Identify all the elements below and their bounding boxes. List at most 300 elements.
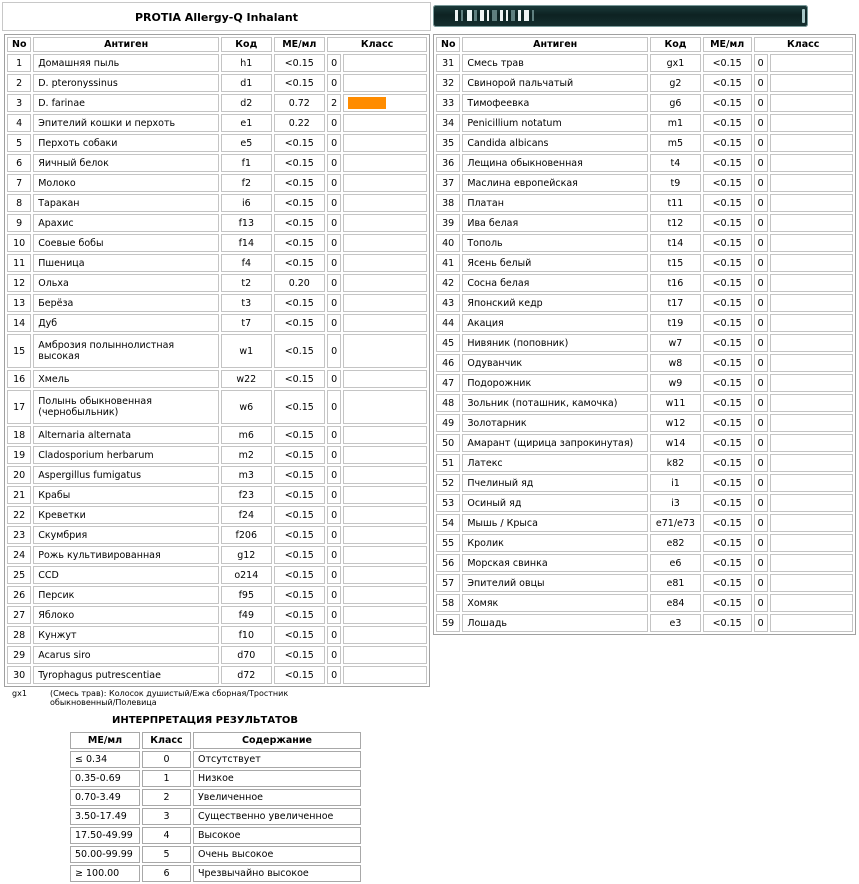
row-number: 59 (436, 614, 460, 632)
table-row (436, 174, 853, 192)
antigen-code: t4 (650, 154, 701, 172)
interp-content: Отсутствует (193, 751, 361, 768)
antigen-code: f2 (221, 174, 271, 192)
table-row (436, 534, 853, 552)
class-bar-cell (770, 94, 853, 112)
result-value: <0.15 (703, 294, 752, 312)
result-value: <0.15 (274, 586, 326, 604)
table-row (436, 74, 853, 92)
antigen-code: g2 (650, 74, 701, 92)
class-value: 0 (754, 134, 768, 152)
antigen-code: t14 (650, 234, 701, 252)
row-number: 52 (436, 474, 460, 492)
interp-row (70, 751, 361, 768)
table-row (436, 474, 853, 492)
antigen-code: g6 (650, 94, 701, 112)
interp-class: 3 (142, 808, 191, 825)
antigen-code: t19 (650, 314, 701, 332)
row-number: 51 (436, 454, 460, 472)
row-number: 43 (436, 294, 460, 312)
class-bar-cell (770, 574, 853, 592)
class-bar-cell (343, 314, 427, 332)
interp-content: Существенно увеличенное (193, 808, 361, 825)
antigen-code: d2 (221, 94, 271, 112)
class-bar-cell (343, 370, 427, 388)
interp-content: Высокое (193, 827, 361, 844)
class-value: 0 (327, 234, 341, 252)
result-value: <0.15 (703, 274, 752, 292)
class-value: 0 (754, 74, 768, 92)
result-value: 0.22 (274, 114, 326, 132)
row-number: 33 (436, 94, 460, 112)
interp-class: 5 (142, 846, 191, 863)
class-bar-cell (770, 354, 853, 372)
class-bar-cell (343, 154, 427, 172)
interp-row (70, 846, 361, 863)
result-value: <0.15 (274, 666, 326, 684)
class-bar-cell (343, 334, 427, 368)
class-value: 0 (754, 474, 768, 492)
table-row (436, 374, 853, 392)
antigen-code: h1 (221, 54, 271, 72)
table-row (436, 234, 853, 252)
row-number: 14 (7, 314, 31, 332)
result-value: <0.15 (703, 474, 752, 492)
row-number: 39 (436, 214, 460, 232)
row-number: 40 (436, 234, 460, 252)
antigen-code: t12 (650, 214, 701, 232)
class-bar-cell (770, 314, 853, 332)
antigen-code: f206 (221, 526, 271, 544)
interp-range: 50.00-99.99 (70, 846, 140, 863)
antigen-code: f49 (221, 606, 271, 624)
class-bar-cell (770, 614, 853, 632)
result-value: <0.15 (703, 454, 752, 472)
antigen-name: Нивяник (поповник) (462, 334, 648, 352)
row-number: 21 (7, 486, 31, 504)
row-number: 54 (436, 514, 460, 532)
report-header (2, 2, 431, 31)
row-number: 16 (7, 370, 31, 388)
table-row (7, 154, 427, 172)
class-value: 0 (754, 514, 768, 532)
table-row (7, 314, 427, 332)
class-bar-cell (343, 446, 427, 464)
antigen-name: Одуванчик (462, 354, 648, 372)
row-number: 44 (436, 314, 460, 332)
class-bar-cell (343, 486, 427, 504)
antigen-name: Амарант (щирица запрокинутая) (462, 434, 648, 452)
table-row (436, 314, 853, 332)
class-value: 0 (754, 554, 768, 572)
table-row (436, 274, 853, 292)
interp-row (70, 827, 361, 844)
row-number: 46 (436, 354, 460, 372)
class-value: 0 (754, 354, 768, 372)
table-row (7, 94, 427, 112)
table-row (7, 606, 427, 624)
class-bar-cell (770, 274, 853, 292)
result-value: <0.15 (274, 174, 326, 192)
class-bar-cell (343, 666, 427, 684)
class-value: 0 (754, 594, 768, 612)
interp-class: 4 (142, 827, 191, 844)
antigen-code: w12 (650, 414, 701, 432)
row-number: 35 (436, 134, 460, 152)
class-bar-cell (770, 294, 853, 312)
interp-content: Увеличенное (193, 789, 361, 806)
result-value: <0.15 (703, 314, 752, 332)
row-number: 25 (7, 566, 31, 584)
table-row (7, 370, 427, 388)
class-value: 0 (327, 254, 341, 272)
interp-content: Низкое (193, 770, 361, 787)
result-value: <0.15 (703, 154, 752, 172)
antigen-code: o214 (221, 566, 271, 584)
antigen-name: Латекс (462, 454, 648, 472)
table-row (436, 614, 853, 632)
interp-row (70, 865, 361, 882)
antigen-code: f10 (221, 626, 271, 644)
class-bar-cell (770, 54, 853, 72)
antigen-code: m3 (221, 466, 271, 484)
class-bar (348, 97, 386, 109)
antigen-name: Лещина обыкновенная (462, 154, 648, 172)
col-no: No (436, 37, 460, 52)
class-value: 0 (327, 486, 341, 504)
interp-content: Очень высокое (193, 846, 361, 863)
interp-class: 2 (142, 789, 191, 806)
result-value: <0.15 (274, 466, 326, 484)
antigen-name: Ива белая (462, 214, 648, 232)
antigen-code: e71/e73 (650, 514, 701, 532)
antigen-name: Пчелиный яд (462, 474, 648, 492)
antigen-code: e81 (650, 574, 701, 592)
result-value: <0.15 (703, 534, 752, 552)
class-value: 0 (754, 194, 768, 212)
class-value: 0 (327, 334, 341, 368)
row-number: 7 (7, 174, 31, 192)
table-row (436, 254, 853, 272)
result-value: <0.15 (703, 494, 752, 512)
antigen-code: t15 (650, 254, 701, 272)
interp-range: ≤ 0.34 (70, 751, 140, 768)
result-value: <0.15 (274, 194, 326, 212)
result-value: <0.15 (274, 314, 326, 332)
result-value: <0.15 (703, 354, 752, 372)
class-value: 0 (327, 134, 341, 152)
antigen-name: Acarus siro (33, 646, 219, 664)
row-number: 11 (7, 254, 31, 272)
class-value: 0 (754, 214, 768, 232)
result-value: <0.15 (703, 214, 752, 232)
row-number: 55 (436, 534, 460, 552)
class-value: 0 (754, 114, 768, 132)
row-number: 23 (7, 526, 31, 544)
result-value: <0.15 (274, 546, 326, 564)
table-row (7, 526, 427, 544)
antigen-code: w14 (650, 434, 701, 452)
class-value: 0 (754, 394, 768, 412)
table-row (436, 94, 853, 112)
row-number: 17 (7, 390, 31, 424)
class-bar-cell (770, 534, 853, 552)
class-value: 0 (754, 614, 768, 632)
antigen-code: i6 (221, 194, 271, 212)
antigen-code: f24 (221, 506, 271, 524)
class-value: 0 (754, 54, 768, 72)
result-value: <0.15 (274, 370, 326, 388)
class-value: 0 (327, 446, 341, 464)
table-row (7, 274, 427, 292)
interpretation-table (68, 730, 363, 884)
footnote-code: gx1 (12, 689, 27, 698)
class-bar-cell (343, 606, 427, 624)
class-bar-cell (770, 414, 853, 432)
class-bar-cell (343, 74, 427, 92)
antigen-name: Лошадь (462, 614, 648, 632)
class-value: 0 (754, 174, 768, 192)
result-value: <0.15 (274, 426, 326, 444)
table-row (436, 594, 853, 612)
antigen-name: Aspergillus fumigatus (33, 466, 219, 484)
row-number: 37 (436, 174, 460, 192)
antigen-name: Золотарник (462, 414, 648, 432)
antigen-code: e3 (650, 614, 701, 632)
antigen-code: w9 (650, 374, 701, 392)
antigen-name: Tyrophagus putrescentiae (33, 666, 219, 684)
table-row (7, 466, 427, 484)
table-row (7, 586, 427, 604)
class-bar-cell (770, 334, 853, 352)
antigen-name: Cladosporium herbarum (33, 446, 219, 464)
antigen-name: D. farinae (33, 94, 219, 112)
interp-class: 0 (142, 751, 191, 768)
row-number: 47 (436, 374, 460, 392)
row-number: 27 (7, 606, 31, 624)
table-row (7, 506, 427, 524)
class-bar-cell (343, 626, 427, 644)
class-value: 0 (327, 666, 341, 684)
class-value: 0 (327, 586, 341, 604)
antigen-name: Ясень белый (462, 254, 648, 272)
antigen-name: Сосна белая (462, 274, 648, 292)
antigen-code: f1 (221, 154, 271, 172)
class-value: 0 (327, 626, 341, 644)
class-value: 0 (327, 466, 341, 484)
result-value: <0.15 (703, 554, 752, 572)
class-bar-cell (343, 466, 427, 484)
antigen-code: w7 (650, 334, 701, 352)
antigen-code: f23 (221, 486, 271, 504)
class-value: 0 (754, 234, 768, 252)
class-bar-cell (343, 134, 427, 152)
class-value: 0 (327, 214, 341, 232)
row-number: 3 (7, 94, 31, 112)
class-value: 0 (327, 274, 341, 292)
row-number: 18 (7, 426, 31, 444)
antigen-name: Домашняя пыль (33, 54, 219, 72)
class-bar-cell (770, 474, 853, 492)
antigen-name: Рожь культивированная (33, 546, 219, 564)
row-number: 57 (436, 574, 460, 592)
row-number: 5 (7, 134, 31, 152)
result-value: <0.15 (274, 234, 326, 252)
table-row (436, 214, 853, 232)
class-bar-cell (343, 254, 427, 272)
interp-class: 6 (142, 865, 191, 882)
result-value: <0.15 (703, 134, 752, 152)
result-value: <0.15 (274, 294, 326, 312)
class-value: 0 (754, 314, 768, 332)
row-number: 41 (436, 254, 460, 272)
row-number: 20 (7, 466, 31, 484)
col-class: Класс (327, 37, 427, 52)
class-bar-cell (343, 526, 427, 544)
result-value: <0.15 (703, 334, 752, 352)
antigen-name: D. pteronyssinus (33, 74, 219, 92)
interp-class: 1 (142, 770, 191, 787)
class-bar-cell (343, 214, 427, 232)
antigen-code: i1 (650, 474, 701, 492)
antigen-name: Яичный белок (33, 154, 219, 172)
row-number: 36 (436, 154, 460, 172)
row-number: 4 (7, 114, 31, 132)
result-value: <0.15 (703, 74, 752, 92)
class-bar-cell (770, 254, 853, 272)
interp-range: ≥ 100.00 (70, 865, 140, 882)
result-value: <0.15 (274, 134, 326, 152)
antigen-code: w8 (650, 354, 701, 372)
antigen-code: d70 (221, 646, 271, 664)
result-value: <0.15 (703, 614, 752, 632)
result-value: 0.20 (274, 274, 326, 292)
table-row (436, 354, 853, 372)
row-number: 2 (7, 74, 31, 92)
antigen-name: Акация (462, 314, 648, 332)
class-value: 0 (327, 114, 341, 132)
interp-col-unit: МЕ/мл (70, 732, 140, 749)
class-value: 0 (754, 94, 768, 112)
col-code: Код (221, 37, 271, 52)
row-number: 45 (436, 334, 460, 352)
table-row (7, 646, 427, 664)
antigen-name: Платан (462, 194, 648, 212)
class-bar-cell (770, 134, 853, 152)
results-table-right (433, 34, 856, 635)
antigen-name: Ольха (33, 274, 219, 292)
table-row (436, 394, 853, 412)
class-value: 0 (754, 414, 768, 432)
result-value: <0.15 (274, 154, 326, 172)
antigen-name: Alternaria alternata (33, 426, 219, 444)
table-row (7, 666, 427, 684)
class-bar-cell (770, 554, 853, 572)
result-value: <0.15 (703, 254, 752, 272)
antigen-name: Амброзия полыннолистная высокая (33, 334, 219, 368)
class-bar-cell (770, 74, 853, 92)
table-row (7, 114, 427, 132)
antigen-name: Берёза (33, 294, 219, 312)
antigen-code: t2 (221, 274, 271, 292)
row-number: 56 (436, 554, 460, 572)
class-value: 0 (754, 294, 768, 312)
antigen-code: g12 (221, 546, 271, 564)
class-bar-cell (343, 174, 427, 192)
class-value: 0 (327, 566, 341, 584)
row-number: 22 (7, 506, 31, 524)
class-bar-cell (343, 274, 427, 292)
antigen-name: Эпителий кошки и перхоть (33, 114, 219, 132)
row-number: 8 (7, 194, 31, 212)
antigen-name: Свинорой пальчатый (462, 74, 648, 92)
table-row (436, 454, 853, 472)
row-number: 50 (436, 434, 460, 452)
class-bar-cell (770, 494, 853, 512)
antigen-code: e6 (650, 554, 701, 572)
antigen-name: Эпителий овцы (462, 574, 648, 592)
class-bar-cell (343, 54, 427, 72)
class-bar-cell (343, 506, 427, 524)
class-bar-cell (770, 114, 853, 132)
class-bar-cell (343, 294, 427, 312)
class-value: 0 (327, 294, 341, 312)
interp-range: 3.50-17.49 (70, 808, 140, 825)
antigen-code: e84 (650, 594, 701, 612)
interp-range: 0.35-0.69 (70, 770, 140, 787)
antigen-code: f95 (221, 586, 271, 604)
antigen-code: t9 (650, 174, 701, 192)
antigen-name: Персик (33, 586, 219, 604)
row-number: 10 (7, 234, 31, 252)
result-value: <0.15 (274, 566, 326, 584)
footnote-text: (Смесь трав): Колосок душистый/Ежа сборная/Тростник обыкновенный/Полевица (50, 689, 289, 707)
class-bar-cell (343, 426, 427, 444)
row-number: 34 (436, 114, 460, 132)
class-value: 0 (327, 154, 341, 172)
class-bar-cell (343, 546, 427, 564)
table-row (7, 626, 427, 644)
table-row (7, 234, 427, 252)
antigen-name: Тополь (462, 234, 648, 252)
table-row (436, 294, 853, 312)
antigen-name: Арахис (33, 214, 219, 232)
class-bar-cell (343, 566, 427, 584)
class-value: 0 (327, 526, 341, 544)
result-value: <0.15 (703, 94, 752, 112)
antigen-name: Японский кедр (462, 294, 648, 312)
antigen-name: Подорожник (462, 374, 648, 392)
class-value: 0 (754, 534, 768, 552)
result-value: <0.15 (703, 174, 752, 192)
class-value: 0 (327, 314, 341, 332)
result-value: <0.15 (703, 594, 752, 612)
row-number: 42 (436, 274, 460, 292)
class-bar-cell (343, 194, 427, 212)
antigen-name: Пшеница (33, 254, 219, 272)
antigen-code: w22 (221, 370, 271, 388)
class-value: 0 (327, 646, 341, 664)
antigen-name: Молоко (33, 174, 219, 192)
col-antigen: Антиген (33, 37, 219, 52)
class-bar-cell (770, 154, 853, 172)
antigen-code: e82 (650, 534, 701, 552)
class-bar-cell (770, 194, 853, 212)
barcode-image (433, 5, 808, 27)
col-antigen: Антиген (462, 37, 648, 52)
class-bar-cell (770, 514, 853, 532)
antigen-code: d1 (221, 74, 271, 92)
